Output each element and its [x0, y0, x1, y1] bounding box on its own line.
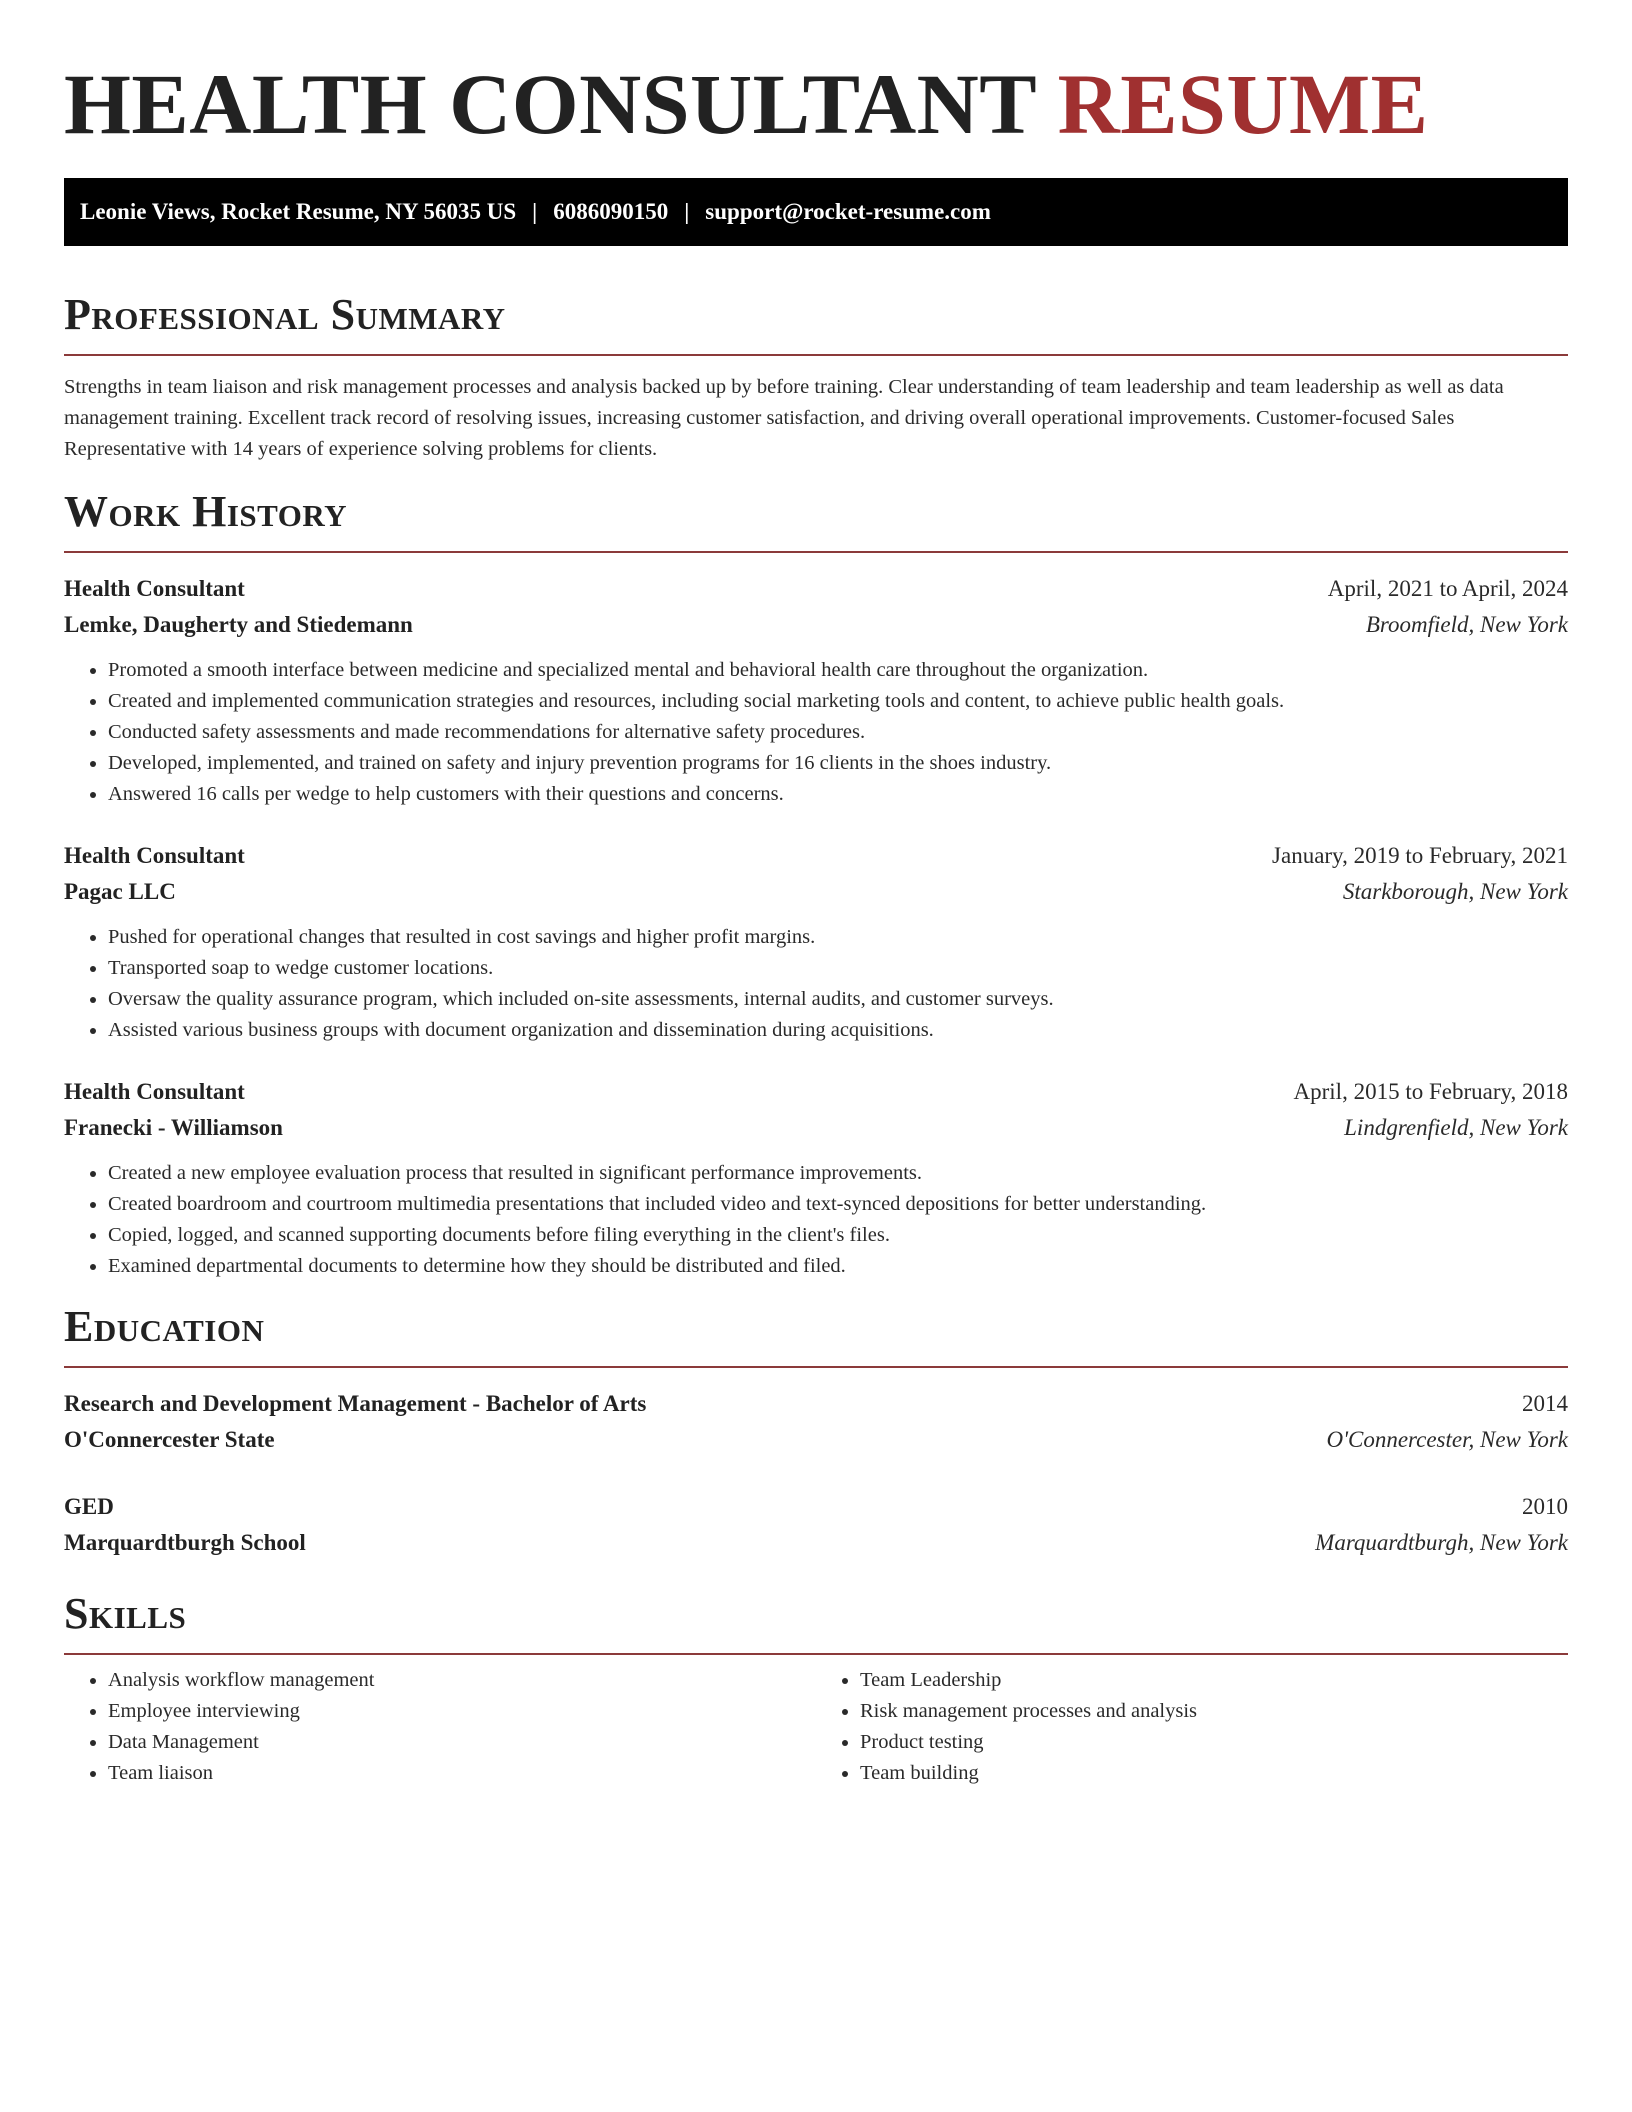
list-item: • Created boardroom and courtroom multimedia presentations that included video and text-synced depositions for better understanding.: [108, 1189, 1568, 1220]
section-divider: [64, 1366, 1568, 1368]
list-item: • Assisted various business groups with document organization and dissemination during acquisitions.: [108, 1015, 1568, 1046]
contact-bar: [64, 178, 1568, 246]
contact-separator: |: [684, 199, 690, 224]
education-location: O'Connercester, New York: [1326, 1427, 1568, 1452]
section-heading-summary: Professional Summary: [64, 290, 506, 339]
job-title: Health Consultant: [64, 576, 245, 601]
skill-item: • Analysis workflow management: [108, 1665, 816, 1696]
contact-separator: |: [532, 199, 538, 224]
list-item: • Developed, implemented, and trained on safety and injury prevention programs for 16 clients in the shoes industry.: [108, 748, 1568, 779]
list-item: • Answered 16 calls per wedge to help customers with their questions and concerns.: [108, 779, 1568, 810]
job-bullets: [64, 655, 1568, 810]
title-accent: RESUME: [1057, 56, 1429, 152]
education-school: Marquardtburgh School: [64, 1530, 306, 1555]
list-item: • Oversaw the quality assurance program, which included on-site assessments, internal audits, and customer surveys.: [108, 984, 1568, 1015]
contact-phone: 6086090150: [553, 199, 669, 224]
skill-item: • Team Leadership: [860, 1665, 1568, 1696]
job-entry: [64, 1074, 1568, 1282]
skill-item: • Product testing: [860, 1727, 1568, 1758]
list-item: • Pushed for operational changes that resulted in cost savings and higher profit margins.: [108, 922, 1568, 953]
job-header: [64, 838, 1568, 874]
job-title: Health Consultant: [64, 843, 245, 868]
skills-grid: [64, 1665, 1568, 1789]
education-degree: GED: [64, 1494, 114, 1519]
job-dates: January, 2019 to February, 2021: [1272, 843, 1568, 868]
job-bullets: [64, 1158, 1568, 1282]
list-item: • Transported soap to wedge customer locations.: [108, 953, 1568, 984]
education-school-row: [64, 1525, 1568, 1561]
education-entry: [64, 1489, 1568, 1561]
section-divider: [64, 354, 1568, 356]
work-history-section: [64, 487, 1568, 1282]
summary-section: [64, 290, 1568, 465]
list-item: • Created and implemented communication strategies and resources, including social marketing tools and content, to achieve public health goals.: [108, 686, 1568, 717]
job-location: Lindgrenfield, New York: [1344, 1115, 1568, 1140]
job-header: [64, 1074, 1568, 1110]
job-company: Franecki - Williamson: [64, 1115, 283, 1140]
education-header: [64, 1489, 1568, 1525]
education-entry: [64, 1386, 1568, 1458]
contact-email: support@rocket-resume.com: [705, 199, 991, 224]
education-location: Marquardtburgh, New York: [1315, 1530, 1568, 1555]
education-year: 2010: [1522, 1494, 1568, 1519]
education-section: [64, 1302, 1568, 1561]
list-item: • Created a new employee evaluation process that resulted in significant performance improvements.: [108, 1158, 1568, 1189]
section-heading-skills: Skills: [64, 1589, 187, 1638]
skills-section: [64, 1589, 1568, 1789]
education-header: [64, 1386, 1568, 1422]
list-item: • Copied, logged, and scanned supporting documents before filing everything in the client's files.: [108, 1220, 1568, 1251]
section-divider: [64, 1653, 1568, 1655]
job-dates: April, 2021 to April, 2024: [1327, 576, 1568, 601]
skill-item: • Data Management: [108, 1727, 816, 1758]
skills-column-right: [816, 1665, 1568, 1789]
job-location: Starkborough, New York: [1342, 879, 1568, 904]
skill-item: • Employee interviewing: [108, 1696, 816, 1727]
job-title: Health Consultant: [64, 1079, 245, 1104]
resume-title: [64, 58, 1568, 150]
job-entry: [64, 838, 1568, 1046]
education-year: 2014: [1522, 1391, 1568, 1416]
job-company: Pagac LLC: [64, 879, 176, 904]
education-degree: Research and Development Management - Bachelor of Arts: [64, 1391, 647, 1416]
job-employer: [64, 607, 1568, 643]
contact-address: Leonie Views, Rocket Resume, NY 56035 US: [80, 199, 517, 224]
skills-column-left: [64, 1665, 816, 1789]
job-company: Lemke, Daugherty and Stiedemann: [64, 612, 413, 637]
skill-item: • Team building: [860, 1758, 1568, 1789]
job-employer: [64, 874, 1568, 910]
section-divider: [64, 551, 1568, 553]
section-heading-work: Work History: [64, 487, 348, 536]
skill-item: • Team liaison: [108, 1758, 816, 1789]
job-location: Broomfield, New York: [1365, 612, 1568, 637]
job-employer: [64, 1110, 1568, 1146]
job-bullets: [64, 922, 1568, 1046]
job-dates: April, 2015 to February, 2018: [1293, 1079, 1568, 1104]
job-header: [64, 571, 1568, 607]
summary-text: Strengths in team liaison and risk management processes and analysis backed up by before training. Clear understanding of team leadership and team leadership as well as data management training. Excellent track record of resolving issues, increasing customer satisfaction, and driving overall operational improvements. Customer-focused Sales Representative with 14 years of experience solving problems for clients.: [64, 376, 1504, 460]
list-item: • Promoted a smooth interface between medicine and specialized mental and behavioral health care throughout the organization.: [108, 655, 1568, 686]
skill-item: • Risk management processes and analysis: [860, 1696, 1568, 1727]
education-school-row: [64, 1422, 1568, 1458]
section-heading-education: Education: [64, 1302, 265, 1351]
job-entry: [64, 571, 1568, 810]
list-item: • Examined departmental documents to determine how they should be distributed and filed.: [108, 1251, 1568, 1282]
list-item: • Conducted safety assessments and made recommendations for alternative safety procedures.: [108, 717, 1568, 748]
education-school: O'Connercester State: [64, 1427, 275, 1452]
title-main: HEALTH CONSULTANT: [64, 56, 1036, 152]
